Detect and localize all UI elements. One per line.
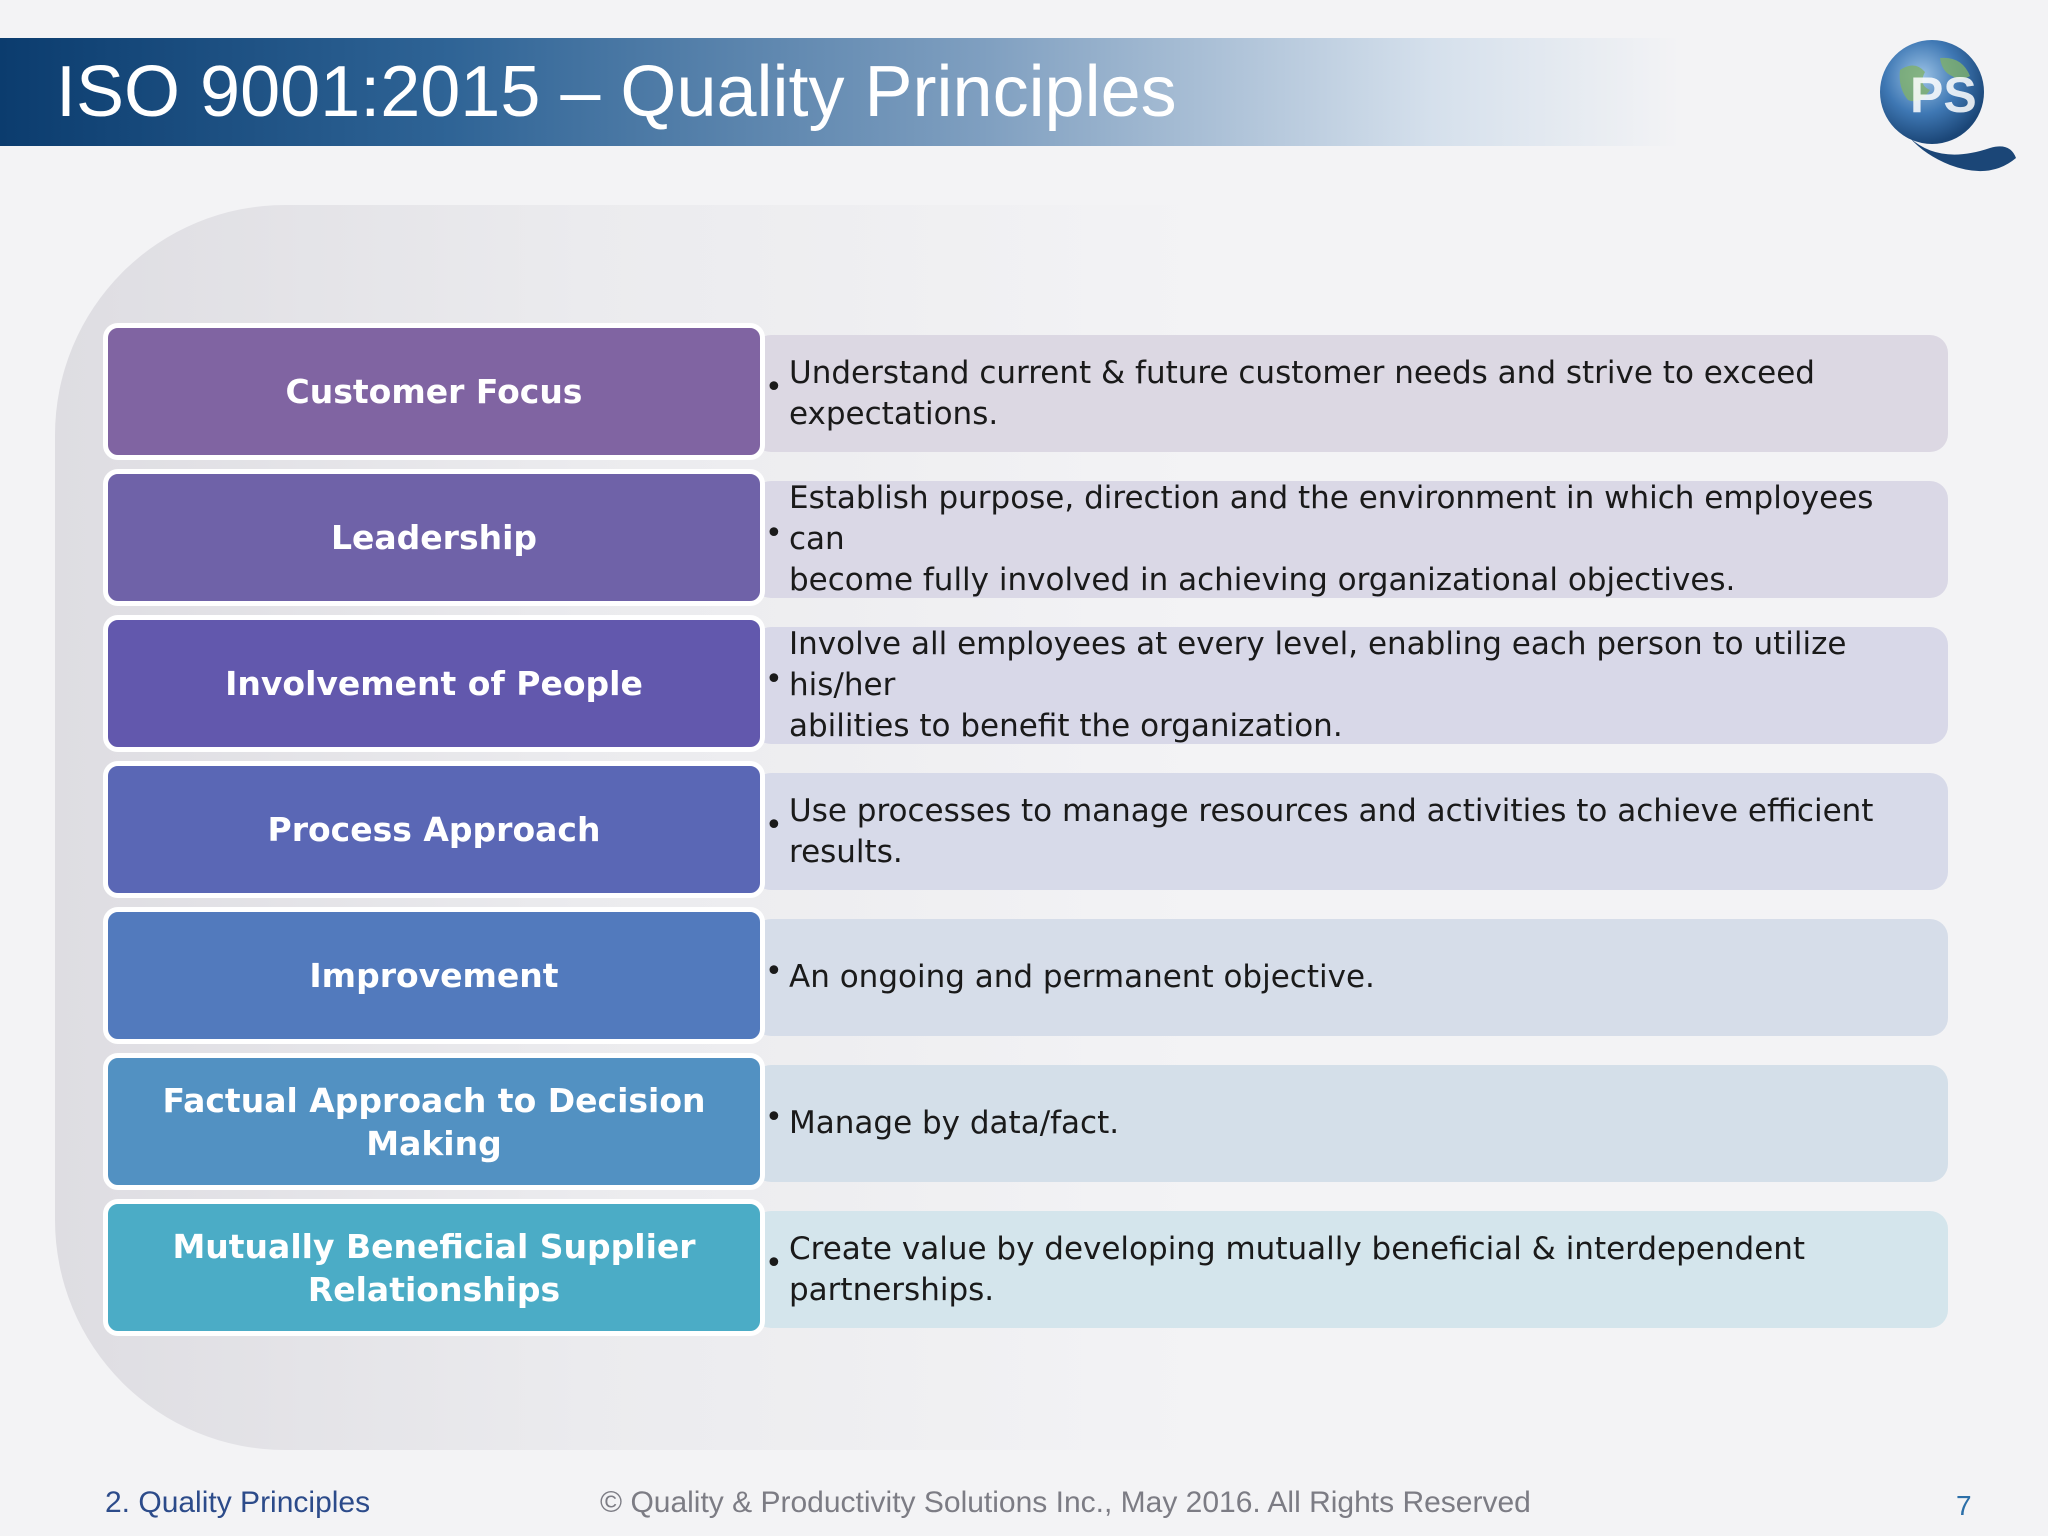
principle-label: Improvement	[309, 956, 559, 995]
principle-label-box	[103, 323, 765, 460]
principle-row	[103, 761, 1953, 907]
principle-label: Involvement of People	[225, 664, 643, 703]
principle-row	[103, 323, 1953, 469]
principle-label-box	[103, 1053, 765, 1190]
principles-list	[103, 323, 1953, 1345]
principle-description-box	[753, 919, 1948, 1036]
principle-label-box	[103, 1199, 765, 1336]
principle-label: Mutually Beneficial Supplier Relationships	[172, 1226, 696, 1309]
principle-description-box	[753, 335, 1948, 452]
principle-description-box	[753, 773, 1948, 890]
footer-section-name: 2. Quality Principles	[105, 1486, 371, 1519]
principle-description: Manage by data/fact.	[789, 1105, 1120, 1141]
bullet-icon: •	[765, 661, 783, 697]
principle-description: An ongoing and permanent objective.	[789, 959, 1375, 995]
page-title: ISO 9001:2015 – Quality Principles	[56, 52, 1177, 132]
principle-row	[103, 615, 1953, 761]
principle-description: Use processes to manage resources and activities to achieve efficient results.	[789, 792, 1874, 870]
principle-label: Leadership	[330, 518, 538, 557]
principle-label: Factual Approach to Decision Making	[162, 1080, 706, 1163]
principle-description-box	[753, 481, 1948, 598]
principle-description: Understand current & future customer needs and strive to exceed expectations.	[789, 354, 1815, 432]
principle-description-box	[753, 1211, 1948, 1328]
principle-description-box	[753, 1065, 1948, 1182]
bullet-icon: •	[765, 369, 783, 405]
bullet-icon: •	[765, 1245, 783, 1281]
principle-label-box	[103, 469, 765, 606]
principle-row	[103, 1199, 1953, 1345]
globe-q-logo-icon	[1870, 30, 2020, 175]
principle-row	[103, 1053, 1953, 1199]
principle-row	[103, 907, 1953, 1053]
principle-description: Involve all employees at every level, enabling each person to utilize his/her abilities to benefit the organization.	[789, 626, 1847, 744]
page-number: 7	[1956, 1490, 1972, 1521]
principle-label-box	[103, 761, 765, 898]
principle-description: Create value by developing mutually beneficial & interdependent partnerships.	[789, 1230, 1806, 1308]
principle-label: Customer Focus	[285, 372, 583, 411]
principle-label-box	[103, 615, 765, 752]
principle-label: Process Approach	[267, 810, 601, 849]
bullet-icon: •	[765, 807, 783, 843]
principle-label-box	[103, 907, 765, 1044]
bullet-icon: •	[765, 1099, 783, 1135]
bullet-icon: •	[765, 515, 783, 551]
bullet-icon: •	[765, 953, 783, 989]
principle-description: Establish purpose, direction and the environment in which employees can become fully involved in achieving organizational objectives.	[789, 480, 1874, 598]
principle-description-box	[753, 627, 1948, 744]
svg-text:PS: PS	[1910, 67, 1977, 123]
principle-row	[103, 469, 1953, 615]
footer-copyright: © Quality & Productivity Solutions Inc., May 2016. All Rights Reserved	[600, 1486, 1531, 1519]
